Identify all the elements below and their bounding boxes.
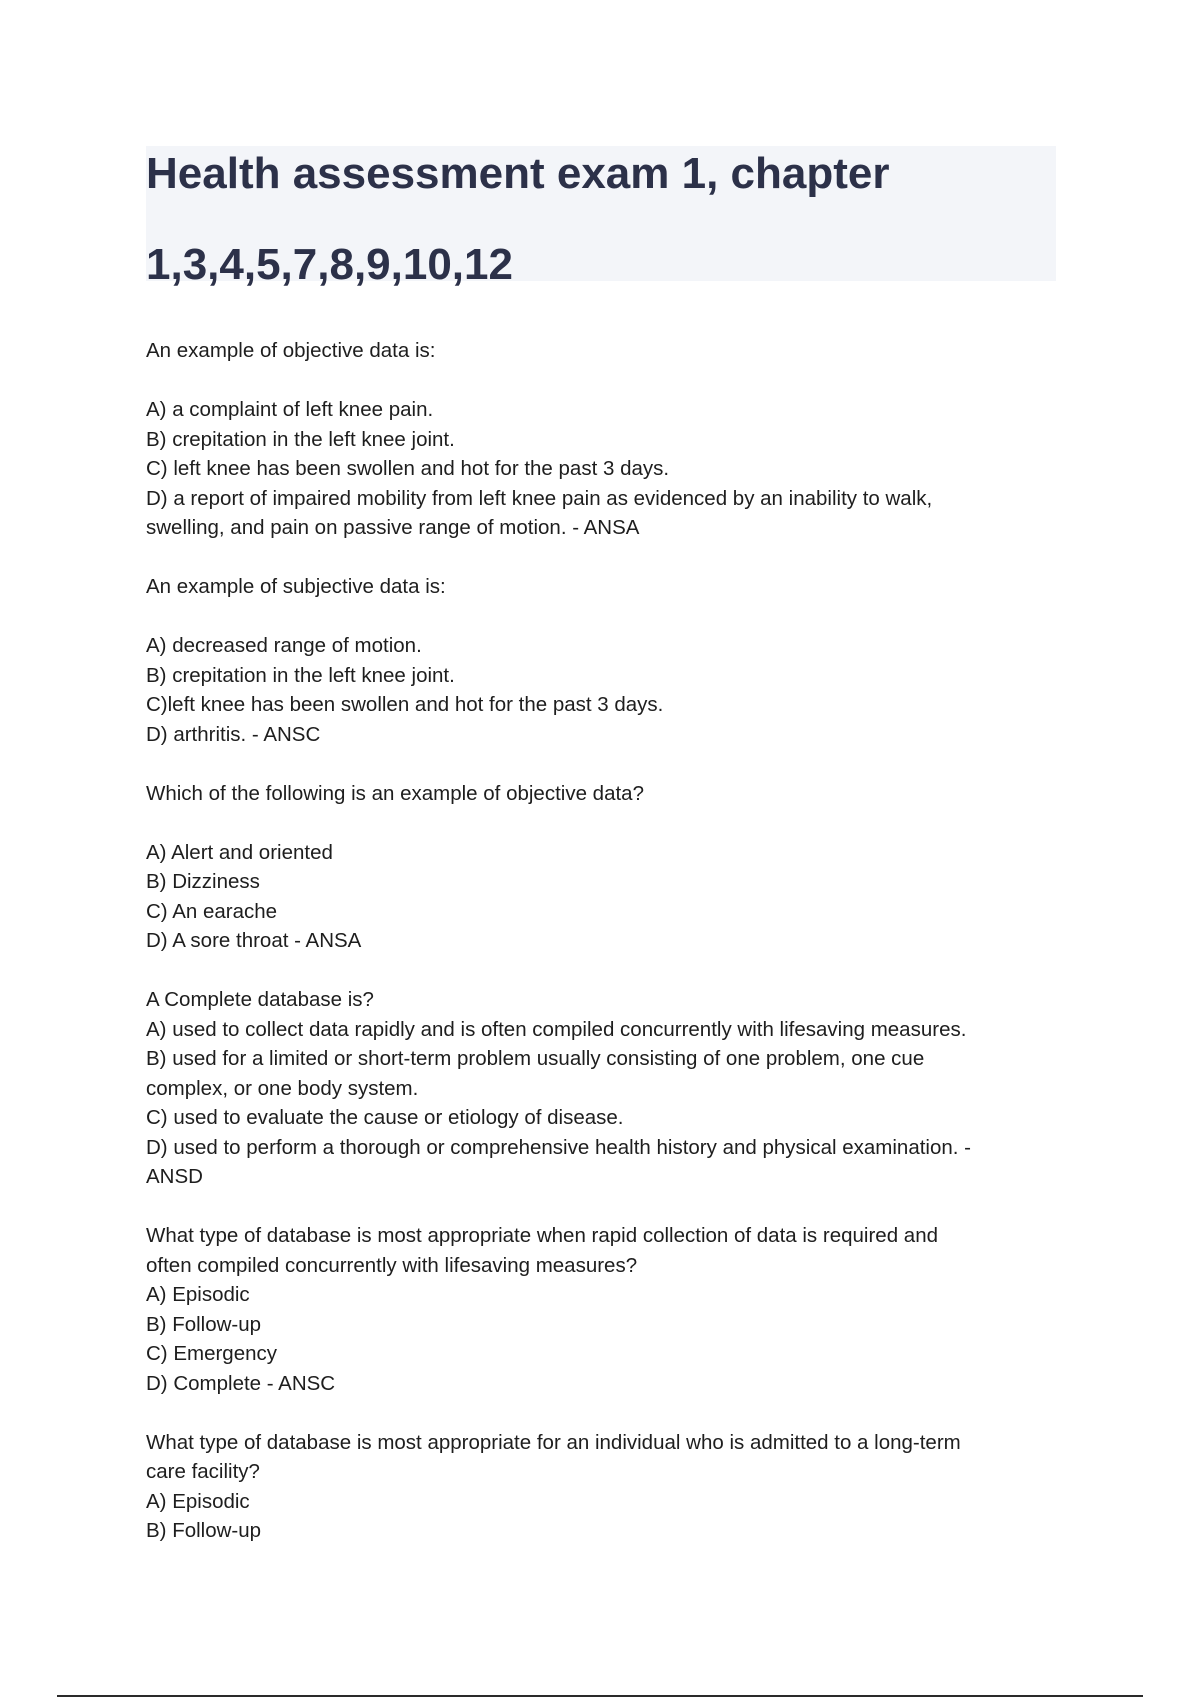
footer-divider	[57, 1695, 1143, 1697]
answer-option: C)left knee has been swollen and hot for the past 3 days.	[146, 693, 664, 716]
answer-option: D) A sore throat - ANSA	[146, 929, 362, 952]
spacer	[146, 602, 1051, 632]
question-prompt-continued: care facility?	[146, 1460, 260, 1483]
title-line-2: 1,3,4,5,7,8,9,10,12	[146, 240, 513, 289]
question-prompt: A Complete database is?	[146, 988, 374, 1011]
answer-option: A) a complaint of left knee pain.	[146, 398, 434, 421]
spacer	[146, 366, 1051, 396]
question-prompt: What type of database is most appropriate for an individual who is admitted to a long-term	[146, 1430, 961, 1454]
question-block	[146, 779, 1051, 956]
answer-option: C) left knee has been swollen and hot for the past 3 days.	[146, 457, 670, 480]
page-title	[146, 150, 1056, 289]
title-banner	[146, 146, 1056, 289]
answer-option-continued: swelling, and pain on passive range of motion. - ANSA	[146, 516, 640, 539]
title-line-1: Health assessment exam 1, chapter	[146, 149, 890, 198]
answer-option: B) Dizziness	[146, 870, 260, 893]
answer-option: A) decreased range of motion.	[146, 634, 422, 657]
question-prompt: Which of the following is an example of objective data?	[146, 781, 644, 805]
answer-option: C) Emergency	[146, 1342, 278, 1365]
question-prompt: An example of subjective data is:	[146, 575, 446, 598]
question-block	[146, 1428, 1051, 1546]
question-block	[146, 336, 1051, 543]
question-block	[146, 1221, 1051, 1398]
answer-option: A) Alert and oriented	[146, 840, 333, 864]
question-block	[146, 572, 1051, 749]
answer-option-continued: complex, or one body system.	[146, 1076, 419, 1100]
answer-option: B) crepitation in the left knee joint.	[146, 427, 455, 451]
answer-option: A) Episodic	[146, 1283, 250, 1306]
question-prompt: An example of objective data is:	[146, 339, 436, 362]
answer-option: C) used to evaluate the cause or etiology of disease.	[146, 1106, 624, 1129]
answer-option: D) Complete - ANSC	[146, 1371, 336, 1395]
question-prompt-continued: often compiled concurrently with lifesaving measures?	[146, 1253, 638, 1277]
answer-option: A) Episodic	[146, 1489, 250, 1513]
answer-option: D) a report of impaired mobility from left knee pain as evidenced by an inability to walk,	[146, 486, 933, 510]
answer-option: B) Follow-up	[146, 1519, 262, 1542]
answer-option: A) used to collect data rapidly and is often compiled concurrently with lifesaving measures.	[146, 1017, 967, 1041]
answer-option: D) arthritis. - ANSC	[146, 722, 321, 746]
spacer	[146, 808, 1051, 838]
answer-option: B) Follow-up	[146, 1312, 262, 1336]
answer-option: B) used for a limited or short-term problem usually consisting of one problem, one cue	[146, 1047, 925, 1070]
question-prompt: What type of database is most appropriate when rapid collection of data is required and	[146, 1224, 938, 1247]
answer-option-continued: ANSD	[146, 1165, 203, 1188]
answer-option: C) An earache	[146, 899, 278, 923]
question-block	[146, 985, 1051, 1192]
answer-option: B) crepitation in the left knee joint.	[146, 663, 455, 687]
questions-body	[146, 336, 1051, 1575]
answer-option: D) used to perform a thorough or comprehensive health history and physical examination. -	[146, 1135, 971, 1159]
